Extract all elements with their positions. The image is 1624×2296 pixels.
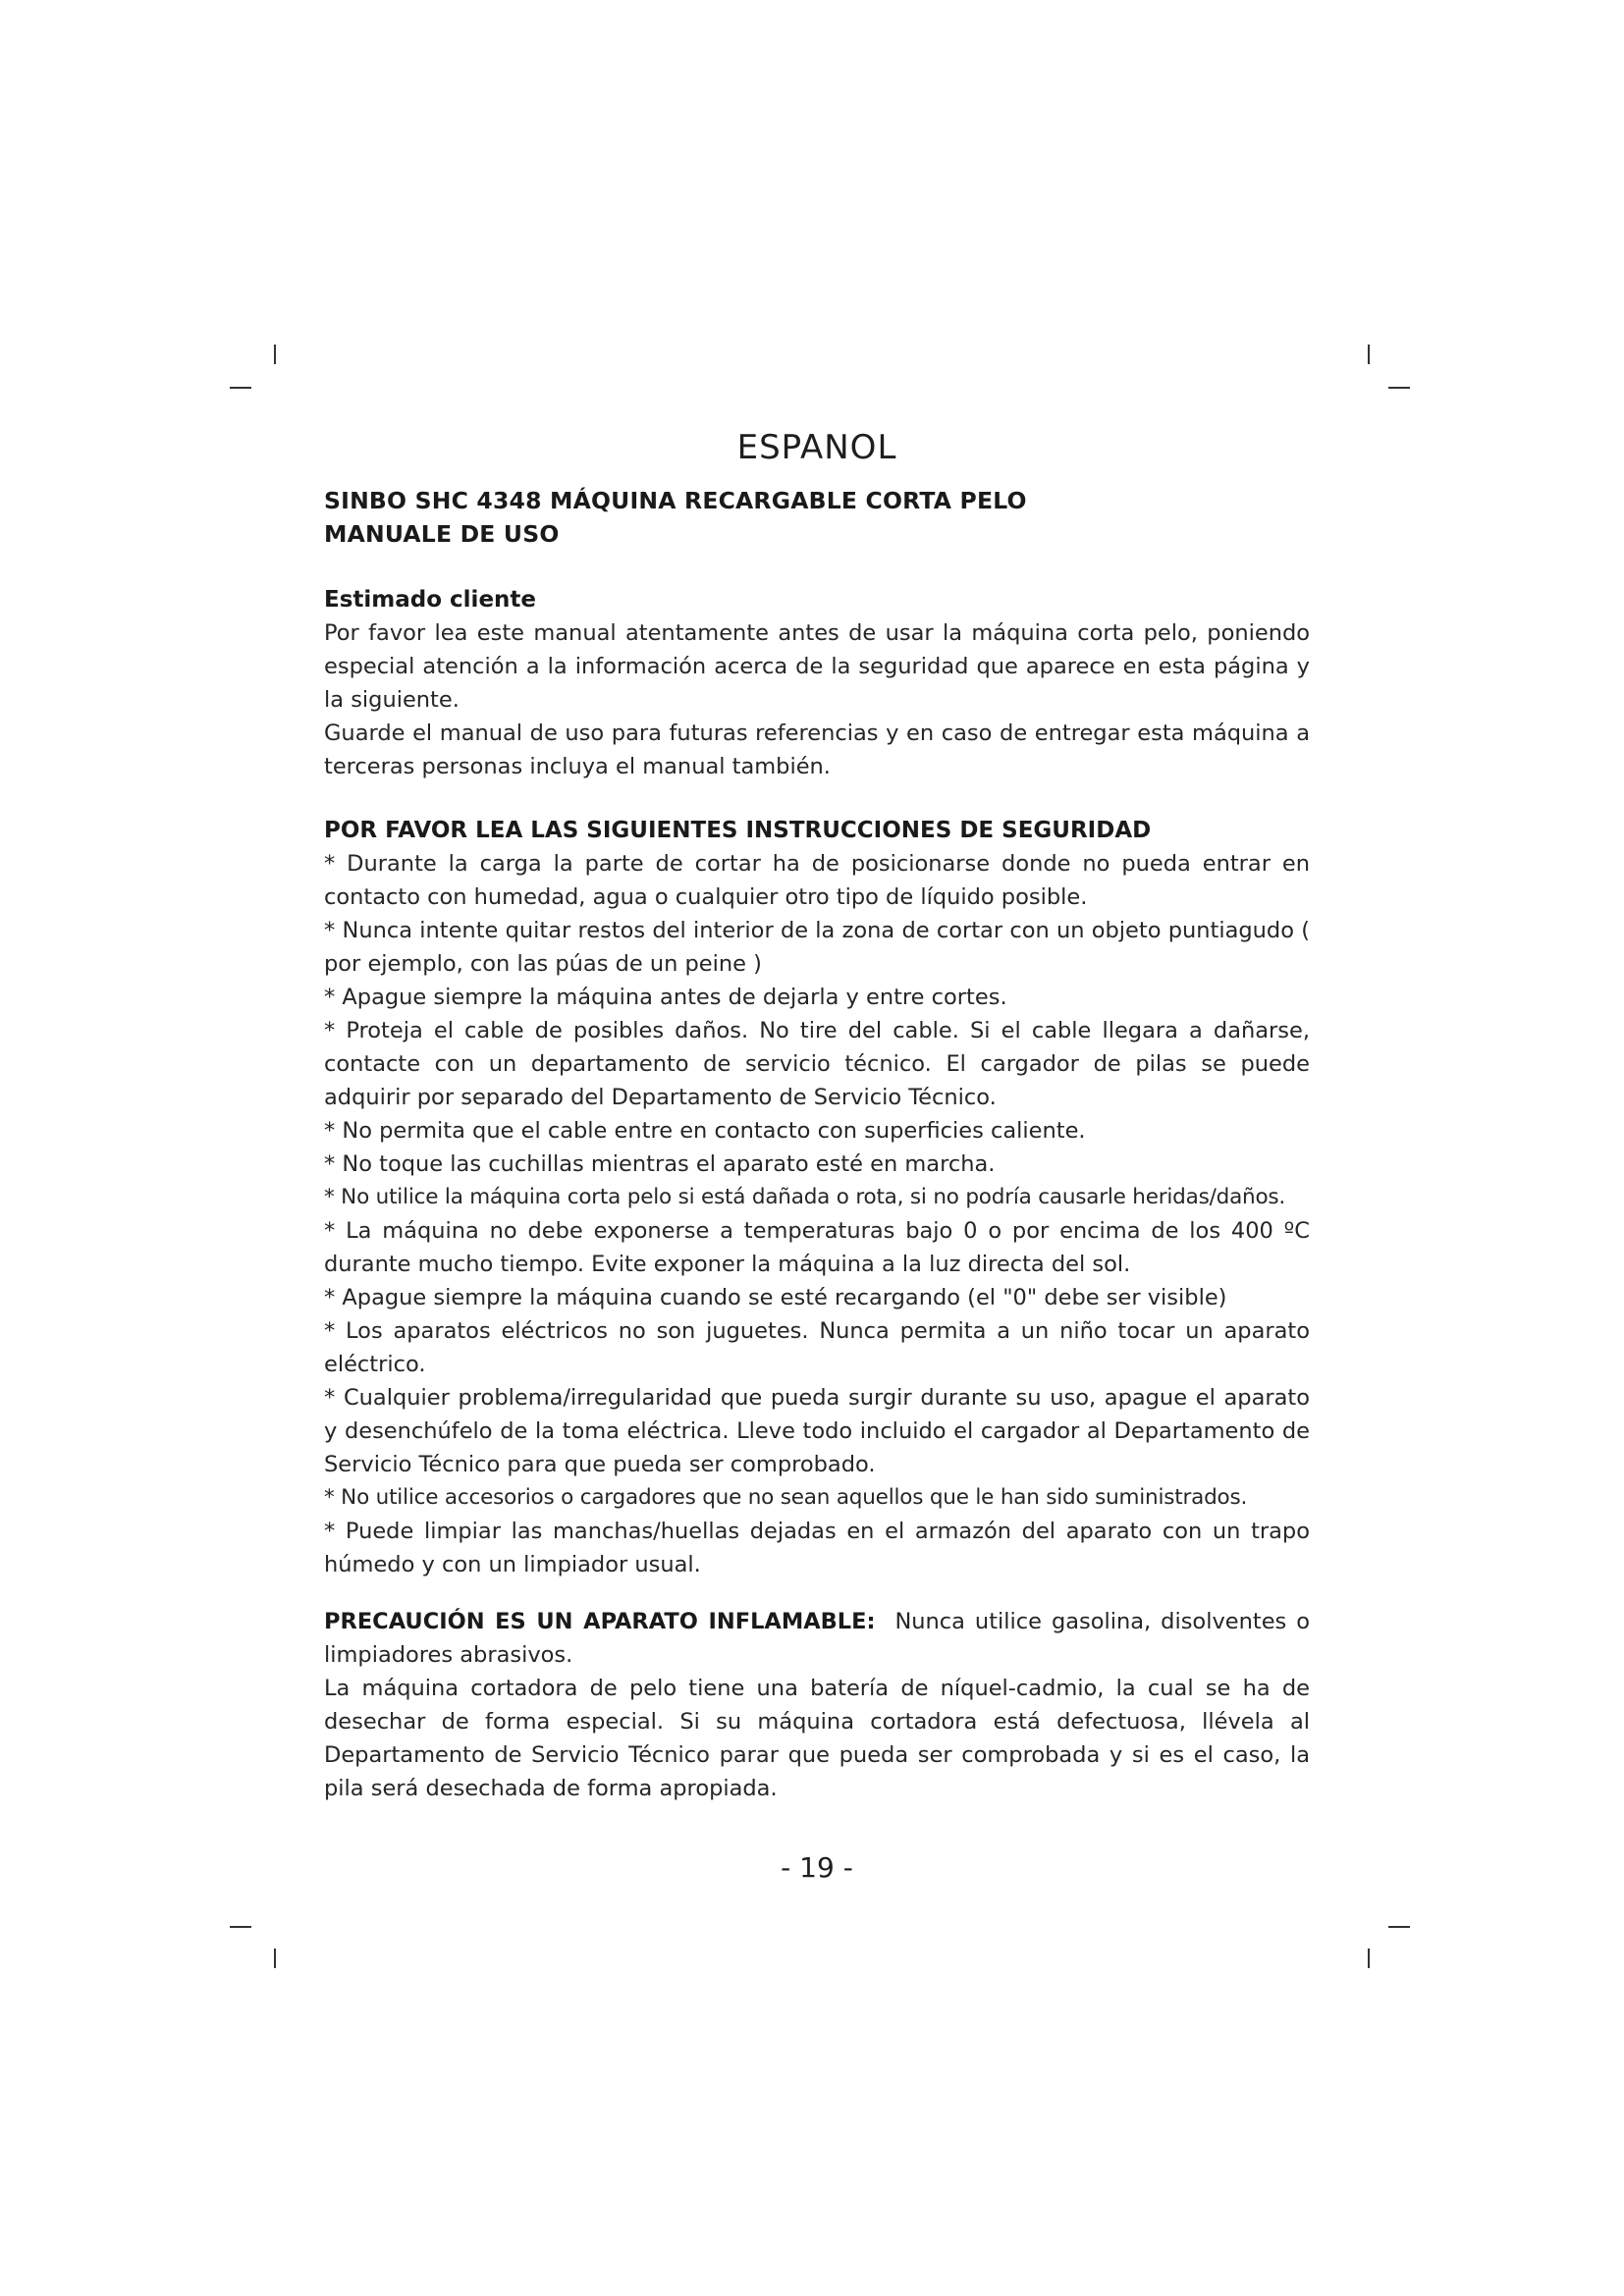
caution-section xyxy=(324,1605,1310,1805)
safety-item: * Durante la carga la parte de cortar ha de posicionarse donde no pueda entrar en contacto con humedad, agua o cualquier otro tipo de líquido posible. xyxy=(324,851,1310,910)
crop-mark-top-right-vertical xyxy=(1368,345,1370,364)
crop-mark-bottom-left-horizontal xyxy=(230,1926,251,1928)
safety-item: * Puede limpiar las manchas/huellas dejadas en el armazón del aparato con un trapo húmedo y con un limpiador usual. xyxy=(324,1519,1310,1577)
intro-section xyxy=(324,583,1310,783)
crop-mark-top-left-horizontal xyxy=(230,387,251,389)
language-title: ESPANOL xyxy=(736,428,897,467)
intro-title: Estimado cliente xyxy=(324,587,537,613)
safety-item: * Proteja el cable de posibles daños. No tire del cable. Si el cable llegara a dañarse, contacte con un departamento de servicio técnico. El cargador de pilas se puede adquirir por separado del Departamento de Servicio Técnico. xyxy=(324,1018,1310,1110)
caution-battery-paragraph: La máquina cortadora de pelo tiene una batería de níquel-cadmio, la cual se ha de desechar de forma especial. Si su máquina cortadora está defectuosa, llévela al Departamento de Servicio Técnico parar que pueda ser comprobada y si es el caso, la pila será desechada de forma apropiada. xyxy=(324,1676,1310,1801)
heading-line-2: MANUALE DE USO xyxy=(324,520,560,548)
safety-item: * No toque las cuchillas mientras el aparato esté en marcha. xyxy=(324,1151,996,1177)
caution-text: Nunca utilice gasolina, disolventes o limpiadores abrasivos. xyxy=(324,1609,1310,1668)
crop-mark-bottom-right-vertical xyxy=(1368,1949,1370,1968)
heading-line-1: SINBO SHC 4348 MÁQUINA RECARGABLE CORTA PELO xyxy=(324,487,1027,514)
safety-item: * Apague siempre la máquina antes de dejarla y entre cortes. xyxy=(324,985,1007,1010)
document-heading xyxy=(324,484,1027,551)
safety-section xyxy=(324,814,1310,1581)
safety-item: * La máquina no debe exponerse a temperaturas bajo 0 o por encima de los 400 ºC durante mucho tiempo. Evite exponer la máquina a la luz directa del sol. xyxy=(324,1218,1310,1277)
safety-item: * No permita que el cable entre en contacto con superficies caliente. xyxy=(324,1118,1086,1144)
safety-item: * No utilice la máquina corta pelo si está dañada o rota, si no podría causarle heridas/daños. xyxy=(324,1185,1286,1209)
safety-item: * Los aparatos eléctricos no son juguetes. Nunca permita a un niño tocar un aparato eléctrico. xyxy=(324,1318,1310,1377)
crop-mark-bottom-left-vertical xyxy=(274,1949,276,1968)
crop-mark-top-right-horizontal xyxy=(1388,387,1410,389)
intro-paragraph: Por favor lea este manual atentamente antes de usar la máquina corta pelo, poniendo especial atención a la información acerca de la seguridad que aparece en esta página y la siguiente. xyxy=(324,620,1310,713)
page-number: - 19 - xyxy=(781,1851,853,1884)
crop-mark-top-left-vertical xyxy=(274,345,276,364)
safety-item: * Nunca intente quitar restos del interior de la zona de cortar con un objeto puntiagudo ( por ejemplo, con las púas de un peine ) xyxy=(324,918,1310,977)
intro-paragraph: Guarde el manual de uso para futuras referencias y en caso de entregar esta máquina a terceras personas incluya el manual también. xyxy=(324,721,1310,779)
safety-item: * Apague siempre la máquina cuando se esté recargando (el "0" debe ser visible) xyxy=(324,1285,1227,1310)
safety-item: * No utilice accesorios o cargadores que no sean aquellos que le han sido suministrados. xyxy=(324,1485,1248,1510)
safety-title: POR FAVOR LEA LAS SIGUIENTES INSTRUCCIONES DE SEGURIDAD xyxy=(324,818,1152,843)
caution-paragraph xyxy=(324,1605,1310,1672)
safety-item: * Cualquier problema/irregularidad que pueda surgir durante su uso, apague el aparato y desenchúfelo de la toma eléctrica. Lleve todo incluido el cargador al Departamento de Servicio Técnico para que pueda ser comprobado. xyxy=(324,1385,1310,1477)
caution-title: PRECAUCIÓN ES UN APARATO INFLAMABLE: xyxy=(324,1609,876,1634)
crop-mark-bottom-right-horizontal xyxy=(1388,1926,1410,1928)
